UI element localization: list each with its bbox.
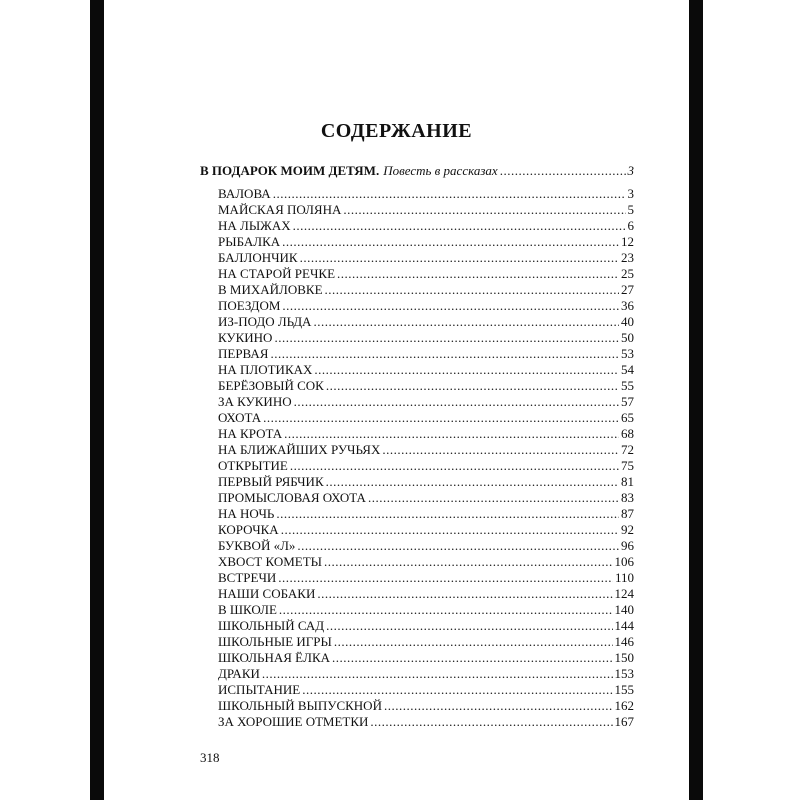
dot-leader	[326, 618, 612, 634]
toc-entry-page: 50	[621, 330, 634, 345]
toc-entry	[218, 618, 634, 634]
dot-leader	[279, 602, 613, 618]
toc-entry-title: ИСПЫТАНИЕ	[218, 682, 301, 697]
toc-entry-page: 92	[621, 522, 634, 537]
toc-entry-title: РЫБАЛКА	[218, 234, 281, 249]
dot-leader	[313, 314, 619, 330]
toc-entry	[218, 314, 634, 330]
toc-entry-title: ЗА ХОРОШИЕ ОТМЕТКИ	[218, 714, 369, 729]
toc-entry-page: 96	[621, 538, 634, 553]
left-dark-border	[90, 0, 104, 800]
dot-leader	[317, 586, 612, 602]
toc-entry	[218, 698, 634, 714]
toc-entry-page: 23	[621, 250, 634, 265]
toc-entry-title: НА НОЧЬ	[218, 506, 275, 521]
toc-entry	[218, 634, 634, 650]
dot-leader	[290, 458, 619, 474]
toc-entry	[218, 714, 634, 730]
toc-entry	[218, 442, 634, 458]
toc-entry	[218, 522, 634, 538]
toc-entry-title: БУКВОЙ «Л»	[218, 538, 296, 553]
toc-entry-page: 140	[614, 602, 634, 617]
toc-entry	[218, 586, 634, 602]
toc-entry-title: ВСТРЕЧИ	[218, 570, 277, 585]
toc-list	[218, 186, 634, 730]
dot-leader	[326, 474, 619, 490]
dot-leader	[293, 218, 626, 234]
dot-leader	[270, 346, 619, 362]
toc-entry-title: ШКОЛЬНЫЙ САД	[218, 618, 325, 633]
toc-entry-page: 5	[627, 202, 634, 217]
toc-entry	[218, 378, 634, 394]
toc-section-heading	[200, 163, 634, 179]
toc-entry-page: 40	[621, 314, 634, 329]
section-subtitle: Повесть в рассказах	[383, 163, 498, 178]
toc-entry	[218, 234, 634, 250]
dot-leader	[300, 250, 619, 266]
toc-entry	[218, 362, 634, 378]
toc-entry-page: 124	[614, 586, 634, 601]
toc-entry-title: КОРОЧКА	[218, 522, 279, 537]
dot-leader	[314, 362, 619, 378]
dot-leader	[276, 506, 619, 522]
toc-entry	[218, 426, 634, 442]
toc-entry	[218, 490, 634, 506]
toc-entry-page: 87	[621, 506, 634, 521]
toc-entry-page: 55	[621, 378, 634, 393]
toc-entry	[218, 346, 634, 362]
toc-entry-title: ПРОМЫСЛОВАЯ ОХОТА	[218, 490, 366, 505]
toc-entry-page: 144	[614, 618, 634, 633]
toc-entry-title: ХВОСТ КОМЕТЫ	[218, 554, 322, 569]
toc-entry-title: БАЛЛОНЧИК	[218, 250, 298, 265]
dot-leader	[263, 410, 619, 426]
toc-entry-page: 6	[627, 218, 634, 233]
dot-leader	[368, 490, 619, 506]
toc-entry-page: 72	[621, 442, 634, 457]
toc-entry-page: 25	[621, 266, 634, 281]
toc-entry	[218, 250, 634, 266]
dot-leader	[326, 378, 619, 394]
page-number: 318	[200, 750, 220, 765]
toc-entry	[218, 682, 634, 698]
dot-leader	[384, 698, 613, 714]
toc-entry	[218, 202, 634, 218]
toc-entry	[218, 330, 634, 346]
toc-entry-page: 153	[614, 666, 634, 681]
toc-entry-page: 65	[621, 410, 634, 425]
toc-entry	[218, 650, 634, 666]
toc-entry-page: 57	[621, 394, 634, 409]
dot-leader	[334, 634, 613, 650]
toc-entry-page: 3	[627, 186, 634, 201]
toc-entry-page: 146	[614, 634, 634, 649]
dot-leader	[370, 714, 612, 730]
toc-entry	[218, 266, 634, 282]
toc-entry-page: 75	[621, 458, 634, 473]
toc-entry	[218, 282, 634, 298]
toc-entry	[218, 554, 634, 570]
toc-entry	[218, 570, 634, 586]
toc-entry	[218, 410, 634, 426]
toc-entry-title: ШКОЛЬНЫЙ ВЫПУСКНОЙ	[218, 698, 382, 713]
toc-entry-title: НА БЛИЖАЙШИХ РУЧЬЯХ	[218, 442, 381, 457]
toc-entry-title: В ШКОЛЕ	[218, 602, 277, 617]
page-title: СОДЕРЖАНИЕ	[320, 120, 473, 142]
toc-entry-page: 106	[614, 554, 634, 569]
toc-entry-page: 53	[621, 346, 634, 361]
dot-leader	[337, 266, 619, 282]
toc-entry-title: ОТКРЫТИЕ	[218, 458, 288, 473]
toc-entry-page: 81	[621, 474, 634, 489]
dot-leader	[282, 298, 619, 314]
toc-entry	[218, 474, 634, 490]
dot-leader	[274, 330, 619, 346]
toc-entry-title: ОХОТА	[218, 410, 262, 425]
toc-entry-title: ШКОЛЬНЫЕ ИГРЫ	[218, 634, 332, 649]
toc-entry	[218, 298, 634, 314]
right-dark-border	[689, 0, 703, 800]
dot-leader	[282, 234, 619, 250]
toc-entry-title: НА ЛЫЖАХ	[218, 218, 291, 233]
toc-entry-title: КУКИНО	[218, 330, 273, 345]
dot-leader	[332, 650, 613, 666]
toc-entry-title: ШКОЛЬНАЯ ЁЛКА	[218, 650, 330, 665]
toc-entry-page: 54	[621, 362, 634, 377]
toc-entry-page: 110	[614, 570, 634, 585]
toc-entry-page: 68	[621, 426, 634, 441]
toc-entry-title: МАЙСКАЯ ПОЛЯНА	[218, 202, 342, 217]
toc-entry-page: 167	[614, 714, 634, 729]
dot-leader	[382, 442, 619, 458]
dot-leader	[278, 570, 613, 586]
toc-entry-title: НА КРОТА	[218, 426, 283, 441]
dot-leader	[343, 202, 625, 218]
dot-leader	[500, 163, 626, 179]
toc-entry-page: 83	[621, 490, 634, 505]
toc-entry	[218, 218, 634, 234]
toc-entry-page: 162	[614, 698, 634, 713]
dot-leader	[273, 186, 626, 202]
toc-entry	[218, 394, 634, 410]
toc-entry-page: 150	[614, 650, 634, 665]
toc-entry	[218, 602, 634, 618]
toc-entry	[218, 538, 634, 554]
toc-entry-title: НА ПЛОТИКАХ	[218, 362, 313, 377]
dot-leader	[297, 538, 619, 554]
toc-entry-title: ДРАКИ	[218, 666, 260, 681]
toc-entry-page: 36	[621, 298, 634, 313]
toc-entry-title: НАШИ СОБАКИ	[218, 586, 316, 601]
dot-leader	[325, 282, 619, 298]
toc-entry-title: В МИХАЙЛОВКЕ	[218, 282, 323, 297]
toc-entry-page: 12	[621, 234, 634, 249]
toc-entry-title: ИЗ-ПОДО ЛЬДА	[218, 314, 312, 329]
toc-entry-title: ЗА КУКИНО	[218, 394, 292, 409]
toc-entry-page: 27	[621, 282, 634, 297]
toc-entry-page: 155	[614, 682, 634, 697]
dot-leader	[294, 394, 619, 410]
toc-entry	[218, 506, 634, 522]
toc-entry	[218, 458, 634, 474]
section-title: В ПОДАРОК МОИМ ДЕТЯМ.	[200, 163, 380, 178]
toc-entry-title: ПОЕЗДОМ	[218, 298, 281, 313]
dot-leader	[262, 666, 613, 682]
toc-entry	[218, 186, 634, 202]
toc-entry-title: ПЕРВЫЙ РЯБЧИК	[218, 474, 324, 489]
toc-entry-title: ПЕРВАЯ	[218, 346, 269, 361]
dot-leader	[284, 426, 619, 442]
book-page	[104, 0, 689, 800]
section-page: 3	[627, 163, 634, 178]
toc-entry-title: ВАЛОВА	[218, 186, 271, 201]
toc-entry	[218, 666, 634, 682]
dot-leader	[302, 682, 612, 698]
toc-entry-title: БЕРЁЗОВЫЙ СОК	[218, 378, 324, 393]
toc-entry-title: НА СТАРОЙ РЕЧКЕ	[218, 266, 336, 281]
dot-leader	[281, 522, 619, 538]
dot-leader	[324, 554, 613, 570]
